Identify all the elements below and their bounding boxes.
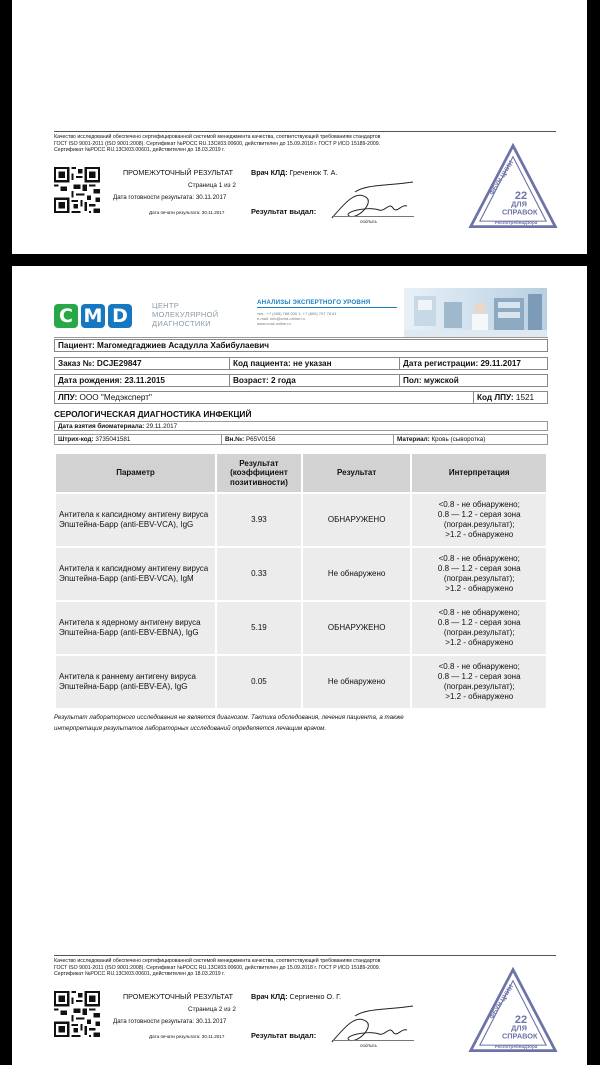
sex-label: Пол: (403, 376, 422, 385)
interpretation-cell: <0.8 - не обнаружено; 0.8 — 1.2 - серая зона (погран.результат); >1.2 - обнаружено (411, 493, 547, 547)
sample-date-label: Дата взятия биоматериала: (58, 423, 145, 430)
results-table (54, 452, 548, 710)
report-page-1 (12, 0, 587, 254)
header-interpretation: Интерпретация (411, 453, 547, 493)
param-cell: Антитела к ядерному антигену вируса Эпштейна-Барр (anti-EBV-EBNA), IgG (55, 601, 216, 655)
signature-caption: подпись (360, 219, 378, 224)
issued-label: Результат выдал: (251, 1031, 317, 1040)
page-number: Страница 2 из 2 (188, 1006, 236, 1013)
birth-date: 23.11.2015 (124, 376, 165, 385)
stamp-text: 22 (514, 190, 528, 203)
patient-code-label: Код пациента: (233, 359, 291, 368)
logo-text (152, 301, 218, 328)
header-info (257, 299, 397, 326)
interpretation-cell: <0.8 - не обнаружено; 0.8 — 1.2 - серая зона (погран.результат); >1.2 - обнаружено (411, 547, 547, 601)
logo-text-line: ДИАГНОСТИКИ (152, 319, 211, 328)
interpretation-cell: <0.8 - не обнаружено; 0.8 — 1.2 - серая зона (погран.результат); >1.2 - обнаружено (411, 655, 547, 709)
stamp-text: СПРАВОК (501, 1031, 538, 1041)
header-param: Параметр (55, 453, 216, 493)
order-row (54, 357, 548, 370)
stamp-text: ФБУН ЦНИИ (488, 983, 516, 1021)
ready-date: Дата готовности результата: 30.11.2017 (113, 194, 227, 201)
logo-letter: C (54, 304, 78, 328)
barcode-label: Штрих-код: (58, 436, 94, 443)
page-number: Страница 1 из 2 (188, 182, 236, 189)
material: Кровь (сыворотка) (431, 436, 486, 443)
table-header-row (55, 453, 547, 493)
result-cell: Не обнаружено (302, 655, 412, 709)
cert-line: Сертификат №РОСС RU.13СК03.00601, действителен до 18.03.2019 г. (54, 971, 225, 978)
sex-value: мужской (423, 376, 459, 385)
tagline: АНАЛИЗЫ ЭКСПЕРТНОГО УРОВНЯ (257, 299, 397, 308)
result-status: ПРОМЕЖУТОЧНЫЙ РЕЗУЛЬТАТ (123, 992, 234, 1001)
stamp-text: ФБУН ЦНИИ (488, 159, 516, 197)
header-result: Результат (302, 453, 412, 493)
section-title: СЕРОЛОГИЧЕСКАЯ ДИАГНОСТИКА ИНФЕКЦИЙ (54, 409, 252, 419)
contact-email: e-mail: info@cmd-online.ru (257, 316, 305, 321)
cert-line: Качество исследований обеспечено сертифицированной системой менеджмента качества, соответствующей требованиям стандартов (54, 958, 381, 964)
age-value: 2 года (271, 376, 296, 385)
age-label: Возраст: (233, 376, 269, 385)
issued-label: Результат выдал: (251, 207, 317, 216)
patient-name: Магомедгаджиев Асадулла Хабибулаевич (97, 341, 269, 350)
lpu-code: 1521 (515, 393, 535, 402)
stamp-text: 22 (514, 1014, 528, 1027)
disclaimer: Результат лабораторного исследования не является диагнозом. Тактика обследования, лечения пациента, а также интерпретация результатов лабораторных исследований определяется лечащим врачом. (54, 714, 404, 732)
contact-phone: тел.: +7 (495) 788 000 1, +7 (800) 707 78 61 (257, 311, 337, 316)
value-cell: 0.05 (216, 655, 302, 709)
laboratory-photo-icon (404, 288, 547, 338)
stamp-text: ДЛЯ (511, 1023, 527, 1033)
logo-letter: D (108, 304, 132, 328)
signature-line (332, 1040, 414, 1041)
stamp-text: Роспотребнадзора (494, 219, 538, 225)
patient-name-row (54, 339, 548, 352)
header-divider (54, 337, 548, 338)
print-date: Дата печати результата: 30.11.2017 (149, 210, 225, 215)
logo-text-line: ЦЕНТР (152, 301, 180, 310)
birth-label: Дата рождения: (58, 376, 123, 385)
lpu-label: ЛПУ: (58, 393, 78, 402)
result-cell: Не обнаружено (302, 547, 412, 601)
param-cell: Антитела к раннему антигену вируса Эпштейна-Барр (anti-EBV-EA), IgG (55, 655, 216, 709)
report-page-2 (12, 266, 587, 1065)
lpu-row (54, 391, 548, 404)
doctor-name: Сергиенко О. Г. (289, 992, 342, 1001)
value-cell: 5.19 (216, 601, 302, 655)
barcode: 3735041581 (95, 436, 131, 443)
sample-date: 29.11.2017 (146, 423, 178, 430)
doctor-line (251, 992, 341, 1001)
patient-code: не указан (293, 359, 332, 368)
result-cell: ОБНАРУЖЕНО (302, 601, 412, 655)
cert-line: ГОСТ ISO 9001-2011 (ISO 9001:2008). Сертификат №РОСС RU.13СК03.00600, действителен до 15.09.2018 г. ГОСТ Р ИСО 15189-2009. (54, 140, 381, 147)
sample-info-row (54, 434, 548, 445)
param-cell: Антитела к капсидному антигену вируса Эпштейна-Барр (anti-EBV-VCA), IgM (55, 547, 216, 601)
signature-line (332, 216, 414, 217)
registration-label: Дата регистрации: (403, 359, 479, 368)
stamp-text: СПРАВОК (501, 207, 538, 217)
contact-site: www.cmd-online.ru (257, 321, 291, 326)
patient-label: Пациент: (58, 341, 95, 350)
stamp-icon (467, 142, 559, 234)
registration-date: 29.11.2017 (480, 359, 521, 368)
table-row (55, 655, 547, 709)
doctor-label: Врач КЛД: (251, 992, 288, 1001)
lpu-name: ООО "Медэксперт" (79, 393, 152, 402)
qr-code-icon (54, 991, 100, 1037)
result-cell: ОБНАРУЖЕНО (302, 493, 412, 547)
interpretation-cell: <0.8 - не обнаружено; 0.8 — 1.2 - серая зона (погран.результат); >1.2 - обнаружено (411, 601, 547, 655)
stamp-text: ДЛЯ (511, 199, 527, 209)
doctor-line (251, 168, 337, 177)
stamp-text: Роспотребнадзора (494, 1043, 538, 1049)
vn-label: Вн.№: (225, 436, 245, 443)
qr-code-icon (54, 167, 100, 213)
header-value: Результат (коэффициент позитивности) (216, 453, 302, 493)
param-cell: Антитела к капсидному антигену вируса Эпштейна-Барр (anti-EBV-VCA), IgG (55, 493, 216, 547)
cert-line: Сертификат №РОСС RU.13СК03.00601, действителен до 18.03.2019 г. (54, 147, 225, 154)
logo-letter: M (81, 304, 105, 328)
doctor-name: Греченюк Т. А. (289, 168, 338, 177)
result-status: ПРОМЕЖУТОЧНЫЙ РЕЗУЛЬТАТ (123, 168, 234, 177)
order-number: DCJE29847 (96, 359, 142, 368)
table-row (55, 493, 547, 547)
ready-date: Дата готовности результата: 30.11.2017 (113, 1018, 227, 1025)
vn-number: P65V0156 (245, 436, 276, 443)
stamp-icon (467, 966, 559, 1058)
sample-date-row (54, 421, 548, 431)
lpu-code-label: Код ЛПУ: (477, 393, 514, 402)
logo-text-line: МОЛЕКУЛЯРНОЙ (152, 310, 219, 319)
cmd-logo (54, 304, 132, 328)
signature-caption: подпись (360, 1043, 378, 1048)
doctor-label: Врач КЛД: (251, 168, 288, 177)
material-label: Материал: (397, 436, 430, 443)
value-cell: 3.93 (216, 493, 302, 547)
cert-line: Качество исследований обеспечено сертифицированной системой менеджмента качества, соответствующей требованиям стандартов (54, 134, 381, 140)
birth-row (54, 374, 548, 387)
value-cell: 0.33 (216, 547, 302, 601)
table-row (55, 601, 547, 655)
table-row (55, 547, 547, 601)
order-label: Заказ №: (58, 359, 95, 368)
cert-line: ГОСТ ISO 9001-2011 (ISO 9001:2008). Сертификат №РОСС RU.13СК03.00600, действителен до 15.09.2018 г. ГОСТ Р ИСО 15189-2009. (54, 964, 381, 971)
print-date: Дата печати результата: 30.11.2017 (149, 1034, 225, 1039)
